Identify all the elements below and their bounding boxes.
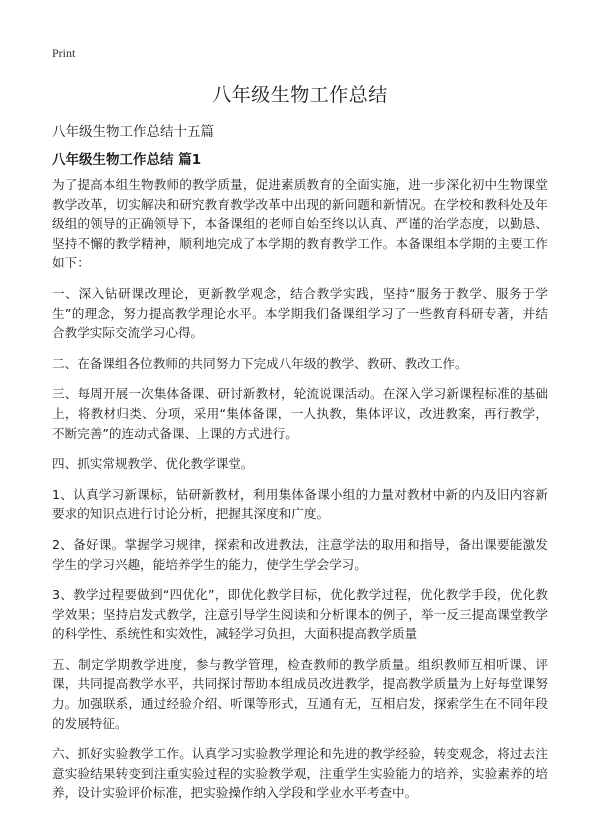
section-heading: 八年级生物工作总结 篇1	[52, 152, 202, 168]
document-body	[52, 175, 548, 803]
paragraph-item-1: 一、深入钻研课改理论，更新教学观念，结合教学实践，坚持“服务于教学、服务于学生”的理念，努力提高教学理论水平。本学期我们备课组学习了一些教育科研专著，并结合教学实际交流学习心得。	[52, 285, 548, 341]
paragraph-sub-3: 3、教学过程要做到“四优化”，即优化教学目标，优化教学过程，优化教学手段，优化教学效果；坚持启发式教学，注意引导学生阅读和分析课本的例子，举一反三提高课堂教学的科学性、系统性和实效性，减轻学习负担，大面积提高教学质量	[52, 587, 548, 642]
paragraph-item-4: 四、抓实常规教学、优化教学课堂。	[52, 456, 254, 472]
paragraph-item-5: 五、制定学期教学进度，参与教学管理，检查教师的教学质量。组织教师互相听课、评课，共同提高教学水平，共同探讨帮助本组成员改进教学，提高教学质量为上好每堂课努力。加强联系，通过经验介绍、听课等形式，互通有无，互相启发，探索学生在不同年段的发展特征。	[52, 656, 548, 731]
paragraph-item-2: 二、在备课组各位教师的共同努力下完成八年级的教学、教研、教改工作。	[52, 355, 468, 371]
paragraph-item-6: 六、抓好实验教学工作。认真学习实验教学理论和先进的教学经验，转变观念，将过去注意实验结果转变到注重实验过程的实验教学观，注重学生实验能力的培养，实验素养的培养，设计实验评价标准，把实验操作纳入学段和学业水平考查中。	[52, 746, 548, 801]
print-link[interactable]: Print	[52, 46, 76, 60]
paragraph-intro: 为了提高本组生物教师的教学质量，促进素质教育的全面实施，进一步深化初中生物课堂教学改革，切实解决和研究教育教学改革中出现的新问题和新情况。在学校和教科处及年级组的领导的正确领导下，本备课组的老师自始至终以认真、严谨的治学态度，以勤恳、坚持不懈的教学精神，顺利地完成了本学期的教育教学工作。本备课组本学期的主要工作如下：	[52, 177, 548, 271]
paragraph-sub-1: 1、认真学习新课标，钻研新教材，利用集体备课小组的力量对教材中新的内及旧内容新要求的知识点进行讨论分析，把握其深度和广度。	[52, 486, 548, 522]
paragraph-item-3: 三、每周开展一次集体备课、研讨新教材，轮流说课活动。在深入学习新课程标准的基础上，将教材归类、分项，采用“集体备课，一人执教，集体评议，改进教案，再行教学，不断完善”的连动式备课、上课的方式进行。	[52, 386, 548, 441]
page-title: 八年级生物工作总结	[212, 84, 388, 106]
paragraph-sub-2: 2、备好课。掌握学习规律，探索和改进教法，注意学法的取用和指导，备出课要能激发学生的学习兴趣，能培养学生的能力，使学生学会学习。	[52, 536, 548, 572]
document-subtitle: 八年级生物工作总结十五篇	[52, 124, 214, 140]
